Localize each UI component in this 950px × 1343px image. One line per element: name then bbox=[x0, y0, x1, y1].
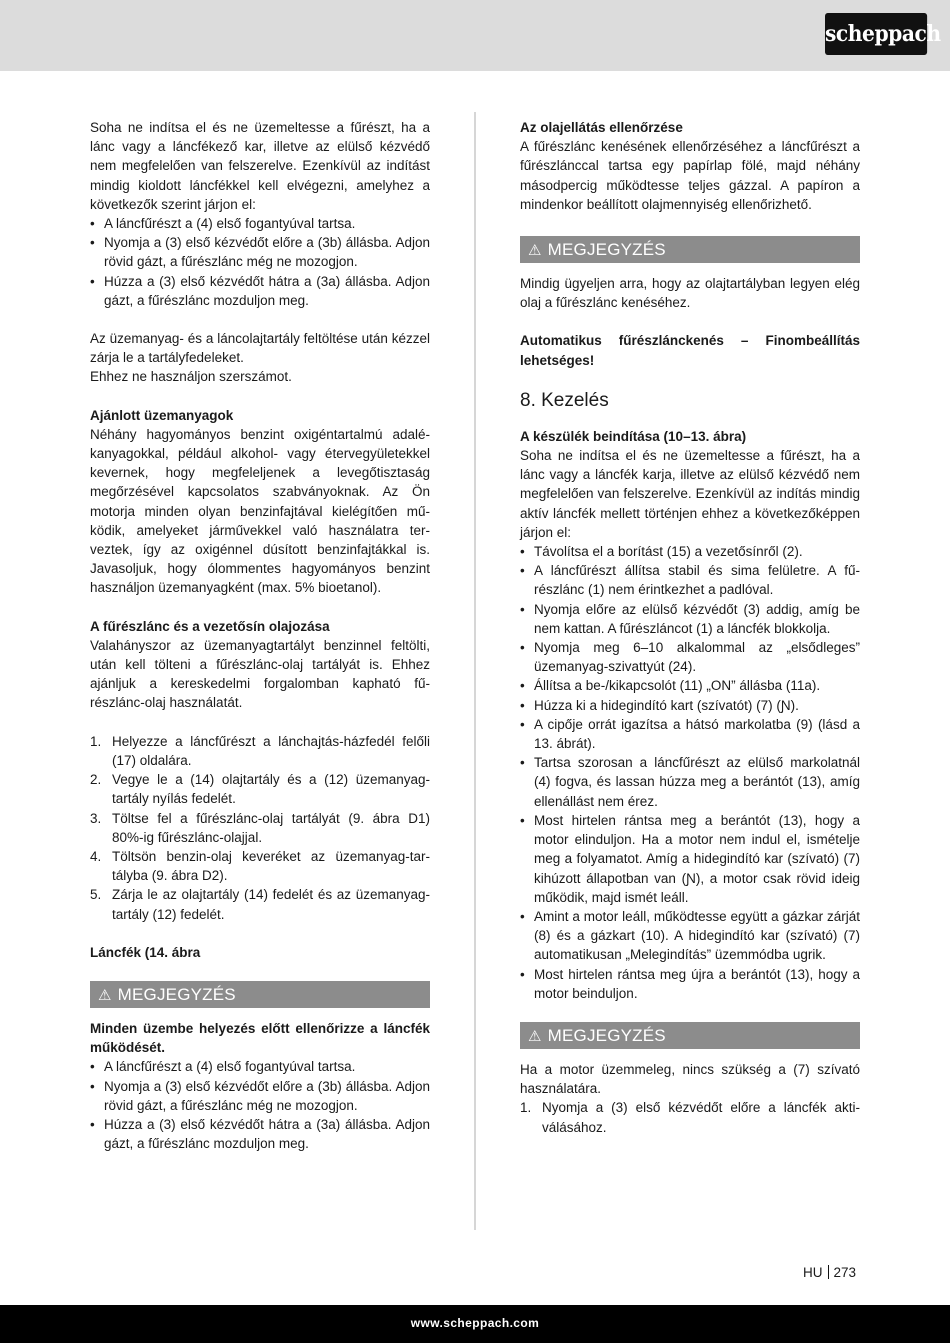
list-item: 4. Töltsön benzin-olaj keveréket az üzemanyag-tartályba (9. ábra D2). bbox=[90, 848, 430, 884]
list-item: 2. Vegye le a (14) olajtartály és a (12) üzemanyag-tartály nyílás fedelét. bbox=[90, 772, 430, 807]
note-box: ⚠ MEGJEGYZÉS bbox=[90, 981, 430, 1008]
list-item: 3. Töltse fel a fűrészlánc-olaj tartályát (9. ábra D1) 80%-ig fűrészlánc-olajjal. bbox=[90, 810, 430, 845]
subheading: Ajánlott üzemanyagok bbox=[90, 407, 234, 423]
page-num: 273 bbox=[833, 1265, 857, 1280]
subheading: Láncfék (14. ábra bbox=[90, 944, 201, 960]
bullet-list bbox=[90, 1057, 430, 1153]
right-column bbox=[520, 118, 860, 1137]
warning-icon: ⚠ bbox=[98, 986, 112, 1004]
paragraph: Néhány hagyományos benzint oxigéntartalmú adalékanyagokkal, például alkohol- vagy étervegyületekkel kevernek, hogy megfeleljenek a levegőtisztaság megőrzésével kapcsolatos szabványoknak. Az Ön motorja minden olyan benzinfajtával kielégítően működik, amelyeket járművekkel való használatra terveztek, így az oxigénnel dúsított benzinfajtákkal is. Javasoljuk, hogy ólommentes hagyományos benzint használjon üzemanyagként (max. 5% bioetanol). bbox=[90, 426, 430, 596]
list-item: • Nyomja meg 6–10 alkalommal az „elsődleges” üzemanyag-szivattyút (24). bbox=[520, 638, 860, 676]
left-column bbox=[90, 118, 430, 1153]
warning-icon: ⚠ bbox=[528, 1027, 542, 1045]
paragraph: Ha a motor üzemmeleg, nincs szükség a (7) szívató használatára. bbox=[520, 1061, 860, 1097]
note-box: ⚠ MEGJEGYZÉS bbox=[520, 236, 860, 263]
scheppach-logo: scheppach bbox=[825, 13, 927, 55]
paragraph: Soha ne indítsa el és ne üzemeltesse a fűrészt, ha a lánc vagy a láncfékező kar, illetve az elülső kézvédő nem megfelelően van felszerelve. Ezenkívül az indítást mindig kioldott láncfékkel kell elvégezni, amelyhez a következők szerint járjon el: bbox=[90, 120, 430, 212]
page-number bbox=[803, 1265, 856, 1280]
list-item: • A láncfűrészt állítsa stabil és sima felületre. A fűrészlánc (1) nem érintkezhet a padlóval. bbox=[520, 561, 860, 599]
list-item: • Állítsa a be-/kikapcsolót (11) „ON” állásba (11a). bbox=[520, 676, 860, 695]
list-item: • Nyomja a (3) első kézvédőt előre a (3b) állásba. Adjon rövid gázt, a fűrészlánc még ne mozogjon. bbox=[90, 233, 430, 271]
subheading: A fűrészlánc és a vezetősín olajozása bbox=[90, 618, 330, 634]
language-code: HU bbox=[803, 1265, 823, 1280]
list-item: • Most hirtelen rántsa meg újra a berántót (13), hogy a motor beinduljon. bbox=[520, 965, 860, 1003]
list-item: • Húzza ki a hidegindító kart (szívatót) (7) (Ɲ). bbox=[520, 696, 860, 715]
list-item: 1. Helyezze a láncfűrészt a lánchajtás-házfedél felőli (17) oldalára. bbox=[90, 733, 430, 768]
bullet-list bbox=[90, 214, 430, 310]
subheading: Az olajellátás ellenőrzése bbox=[520, 120, 683, 135]
bullet-list bbox=[520, 542, 860, 1003]
list-item: 5. Zárja le az olajtartály (14) fedelét és az üzemanyag-tartály (12) fedelét. bbox=[90, 887, 430, 922]
list-item: • A láncfűrészt a (4) első fogantyúval tartsa. bbox=[90, 214, 430, 233]
list-item: • A cipője orrát igazítsa a hátsó markolatba (9) (lásd a 13. ábrát). bbox=[520, 715, 860, 753]
footer-bar bbox=[0, 1305, 950, 1343]
numbered-list bbox=[90, 732, 430, 924]
list-item: • Távolítsa el a borítást (15) a vezetősínről (2). bbox=[520, 542, 860, 561]
list-item: • Tartsa szorosan a láncfűrészt az elülső markolatnál (4) fogva, és lassan húzza meg a berántót (13), amíg ellenállást nem érez. bbox=[520, 753, 860, 811]
subheading: Minden üzembe helyezés előtt ellenőrizze a láncfék működését. bbox=[90, 1020, 430, 1056]
list-item: • Nyomja előre az elülső kézvédőt (3) addig, amíg be nem kattan. A fűrészláncot (1) a láncfék blokkolja. bbox=[520, 600, 860, 638]
paragraph: A fűrészlánc kenésének ellenőrzéséhez a láncfűrészt a fűrészlánccal tartsa egy papírlap fölé, majd néhány másodpercig működtesse teljes gázzal. A papíron a mindenkor beállított olajmennyiség ellenőrizhető. bbox=[520, 139, 860, 212]
separator bbox=[828, 1265, 829, 1279]
list-item: • Húzza a (3) első kézvédőt hátra a (3a) állásba. Adjon gázt, a fűrészlánc mozduljon meg. bbox=[90, 272, 430, 310]
list-item: • Húzza a (3) első kézvédőt hátra a (3a) állásba. Adjon gázt, a fűrészlánc mozduljon meg. bbox=[90, 1115, 430, 1153]
list-item: • Amint a motor leáll, működtesse együtt a gázkar zárját (8) és a gázkart (10). A hidegindító kar (szívató) (7) automatikusan „Melegindítás” üzemmódba ugrik. bbox=[520, 907, 860, 965]
website-link[interactable]: www.scheppach.com bbox=[410, 1316, 540, 1330]
list-item: • Nyomja a (3) első kézvédőt előre a (3b) állásba. Adjon rövid gázt, a fűrészlánc még ne mozogjon. bbox=[90, 1077, 430, 1115]
paragraph: Az üzemanyag- és a láncolajtartály feltöltése után kézzel zárja le a tartályfedeleket. bbox=[90, 331, 430, 366]
paragraph: Valahányszor az üzemanyagtartályt benzinnel feltölti, után kell tölteni a fűrészlánc-olaj tartályát is. Ehhez ajánljuk a kereskedelmi forgalomban kapható fűrészlánc-olaj használatát. bbox=[90, 637, 430, 711]
list-item: • Most hirtelen rántsa meg a berántót (13), hogy a motor elinduljon. Ha a motor nem indul el, ismételje meg a folyamatot. Amíg a hidegindító kar (szívató) (7) kihúzott állapotban van (Ɲ), a motor csak rövid ideig működik, majd ismét leáll. bbox=[520, 811, 860, 907]
note-box: ⚠ MEGJEGYZÉS bbox=[520, 1022, 860, 1049]
paragraph: Mindig ügyeljen arra, hogy az olajtartályban legyen elég olaj a fűrészlánc kenéséhez. bbox=[520, 276, 860, 311]
list-item: 1. Nyomja a (3) első kézvédőt előre a láncfék aktiválásához. bbox=[520, 1100, 860, 1135]
warning-icon: ⚠ bbox=[528, 242, 542, 260]
paragraph: Ehhez ne használjon szerszámot. bbox=[90, 369, 292, 385]
subheading: Automatikus fűrészlánckenés – Finombeállítás lehetséges! bbox=[520, 333, 860, 368]
paragraph: Soha ne indítsa el és ne üzemeltesse a fűrészt, ha a lánc vagy a láncfék karja, illetve az elülső kézvédő nem megfelelően van felszerelve. Ezenkívül az indítás mindig aktív láncfék mellett történjen ehhez a következőképpen járjon el: bbox=[520, 448, 860, 540]
header-bar bbox=[0, 0, 950, 71]
section-title: 8. Kezelés bbox=[520, 389, 609, 411]
column-divider bbox=[474, 112, 476, 1230]
list-item: • A láncfűrészt a (4) első fogantyúval tartsa. bbox=[90, 1057, 430, 1076]
subheading: A készülék beindítása (10–13. ábra) bbox=[520, 428, 747, 444]
numbered-list bbox=[520, 1098, 860, 1136]
